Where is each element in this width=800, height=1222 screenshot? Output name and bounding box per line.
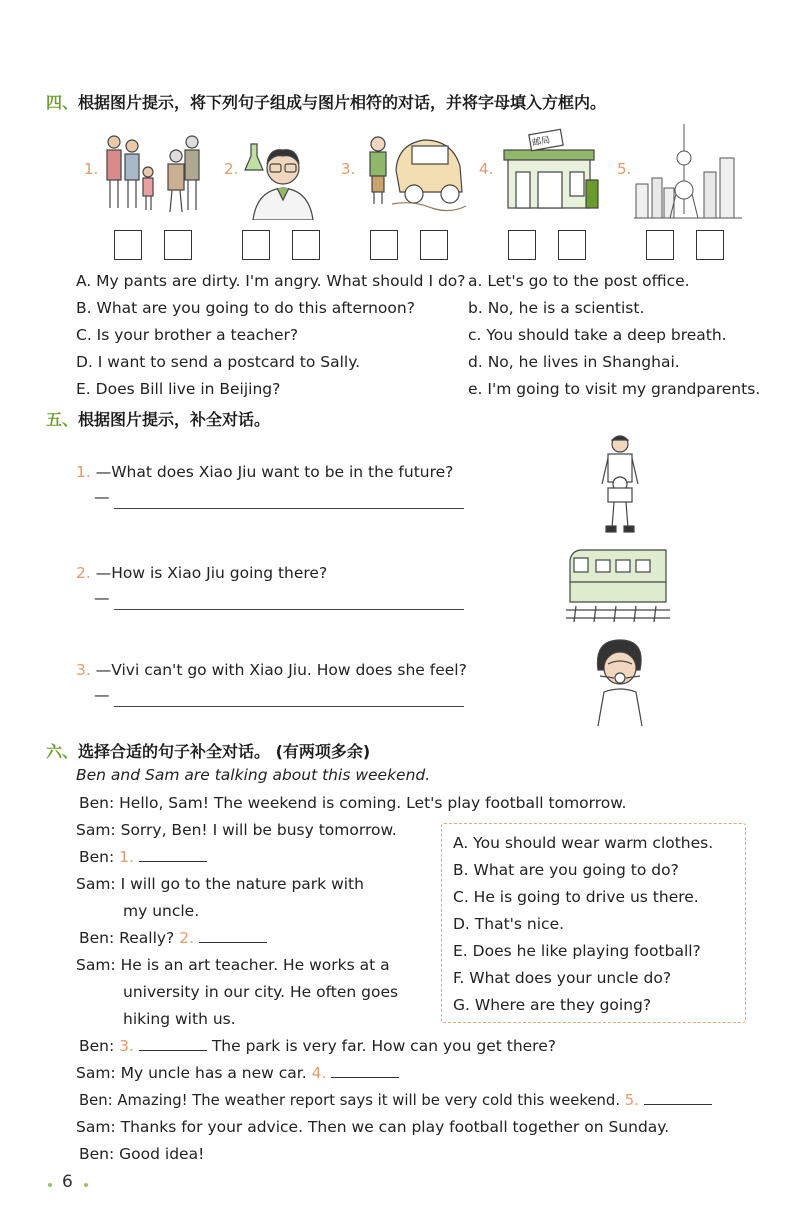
dialogue-line-8 [76,1064,399,1082]
s5-question-2-text: —How is Xiao Jiu going there? [95,564,328,582]
option-d: d. No, he lives in Shanghai. [468,353,680,371]
shanghai-skyline-illustration [634,122,742,220]
section6-number: 六、 [46,742,79,761]
section4-title: 根据图片提示，将下列句子组成与图片相符的对话，并将字母填入方框内。 [78,93,607,112]
dialogue-line-2 [76,821,397,839]
s5-question-2 [76,564,327,582]
s5-number-3: 3. [76,661,91,679]
speaker-ben: Ben: [79,929,115,947]
speaker-ben: Ben: [79,1037,115,1055]
s5-question-3 [76,661,467,679]
answer-box-4a[interactable] [508,230,536,260]
section4-number: 四、 [46,93,79,112]
speaker-sam: Sam: [76,1064,116,1082]
answer-box-2a[interactable] [242,230,270,260]
s5-answer-line-3[interactable] [114,706,464,707]
dialogue-intro: Ben and Sam are talking about this weekend. [76,766,431,784]
option-a: a. Let's go to the post office. [468,272,690,290]
answer-box-1a[interactable] [114,230,142,260]
picture-number-4: 4. [479,160,494,178]
section5-number: 五、 [46,410,79,429]
dialogue-text: He is an art teacher. He works at a [120,956,390,974]
dialogue-line-6-cont2: hiking with us. [123,1010,236,1028]
answer-blank-4[interactable] [331,1064,399,1078]
section6-title: 选择合适的句子补全对话。 [78,742,271,761]
s5-answer-dash-2: — [94,589,110,607]
train-illustration [566,546,670,626]
dialogue-line-3 [79,848,207,866]
dialogue-text: Thanks for your advice. Then we can play football together on Sunday. [120,1118,670,1136]
choice-A: A. You should wear warm clothes. [453,834,714,852]
speaker-ben: Ben: [79,1092,113,1109]
dialogue-text: I will go to the nature park with [120,875,364,893]
answer-box-3b[interactable] [420,230,448,260]
s5-question-1 [76,463,453,481]
options-box [441,823,746,1023]
choice-E: E. Does he like playing football? [453,942,701,960]
scientist-illustration [243,136,323,220]
choice-C: C. He is going to drive us there. [453,888,699,906]
answer-blank-5[interactable] [644,1091,712,1105]
s5-answer-dash-3: — [94,686,110,704]
blank-number-5: 5. [624,1092,639,1109]
speaker-ben: Ben: [79,1145,115,1163]
answer-box-4b[interactable] [558,230,586,260]
dialogue-line-4-cont: my uncle. [123,902,200,920]
choice-F: F. What does your uncle do? [453,969,672,987]
s5-question-1-text: —What does Xiao Jiu want to be in the future? [95,463,454,481]
dialogue-text: The park is very far. How can you get there? [211,1037,556,1055]
speaker-ben: Ben: [79,794,115,812]
dialogue-line-5 [79,929,267,947]
answer-box-1b[interactable] [164,230,192,260]
picture-number-5: 5. [617,160,632,178]
dialogue-line-10 [76,1118,669,1136]
dialogue-line-7 [79,1037,556,1055]
option-C: C. Is your brother a teacher? [76,326,299,344]
answer-box-5a[interactable] [646,230,674,260]
section6-note: (有两项多余) [275,742,371,761]
speaker-ben: Ben: [79,848,115,866]
answer-box-2b[interactable] [292,230,320,260]
dialogue-text: Sorry, Ben! I will be busy tomorrow. [120,821,397,839]
choice-G: G. Where are they going? [453,996,652,1014]
speaker-sam: Sam: [76,956,116,974]
page-dot-left [48,1183,52,1187]
s5-answer-line-1[interactable] [114,508,464,509]
dialogue-line-6 [76,956,390,974]
blank-number-2: 2. [179,929,195,947]
s5-number-2: 2. [76,564,91,582]
option-e: e. I'm going to visit my grandparents. [468,380,761,398]
option-B: B. What are you going to do this afternoon? [76,299,415,317]
sad-girl-illustration [584,636,654,730]
answer-box-5b[interactable] [696,230,724,260]
section4-heading [46,90,606,113]
page-number: 6 [62,1172,73,1192]
s5-answer-line-2[interactable] [114,609,464,610]
dialogue-text: Hello, Sam! The weekend is coming. Let's play football tomorrow. [119,794,627,812]
family-illustration [100,128,210,218]
boy-car-mud-illustration [362,130,466,214]
option-c: c. You should take a deep breath. [468,326,727,344]
speaker-sam: Sam: [76,821,116,839]
dialogue-line-1 [79,794,626,812]
s5-answer-dash-1: — [94,488,110,506]
s5-question-3-text: —Vivi can't go with Xiao Jiu. How does she feel? [95,661,467,679]
option-A: A. My pants are dirty. I'm angry. What should I do? [76,272,466,290]
picture-number-1: 1. [84,160,99,178]
blank-number-1: 1. [119,848,134,866]
dialogue-line-6-cont: university in our city. He often goes [123,983,399,1001]
picture-number-3: 3. [341,160,356,178]
choice-B: B. What are you going to do? [453,861,679,879]
speaker-sam: Sam: [76,1118,116,1136]
section6-heading [46,739,370,762]
option-D: D. I want to send a postcard to Sally. [76,353,361,371]
section5-heading [46,407,270,430]
answer-blank-2[interactable] [199,929,267,943]
answer-blank-3[interactable] [139,1037,207,1051]
choice-D: D. That's nice. [453,915,565,933]
post-office-illustration [500,128,604,212]
answer-blank-1[interactable] [139,848,207,862]
football-player-illustration [596,432,644,536]
post-office-sign: 邮局 [531,135,552,149]
dialogue-text: Amazing! The weather report says it will be very cold this weekend. [117,1092,621,1109]
s5-number-1: 1. [76,463,91,481]
picture-number-2: 2. [224,160,239,178]
dialogue-text: Really? [119,929,175,947]
answer-box-3a[interactable] [370,230,398,260]
option-E: E. Does Bill live in Beijing? [76,380,281,398]
option-b: b. No, he is a scientist. [468,299,645,317]
blank-number-3: 3. [119,1037,134,1055]
section5-title: 根据图片提示，补全对话。 [78,410,271,429]
dialogue-text: Good idea! [119,1145,205,1163]
speaker-sam: Sam: [76,875,116,893]
dialogue-line-11 [79,1145,204,1163]
dialogue-text: My uncle has a new car. [120,1064,307,1082]
dialogue-line-9 [79,1091,712,1109]
dialogue-line-4 [76,875,364,893]
page-dot-right [84,1183,88,1187]
blank-number-4: 4. [311,1064,327,1082]
